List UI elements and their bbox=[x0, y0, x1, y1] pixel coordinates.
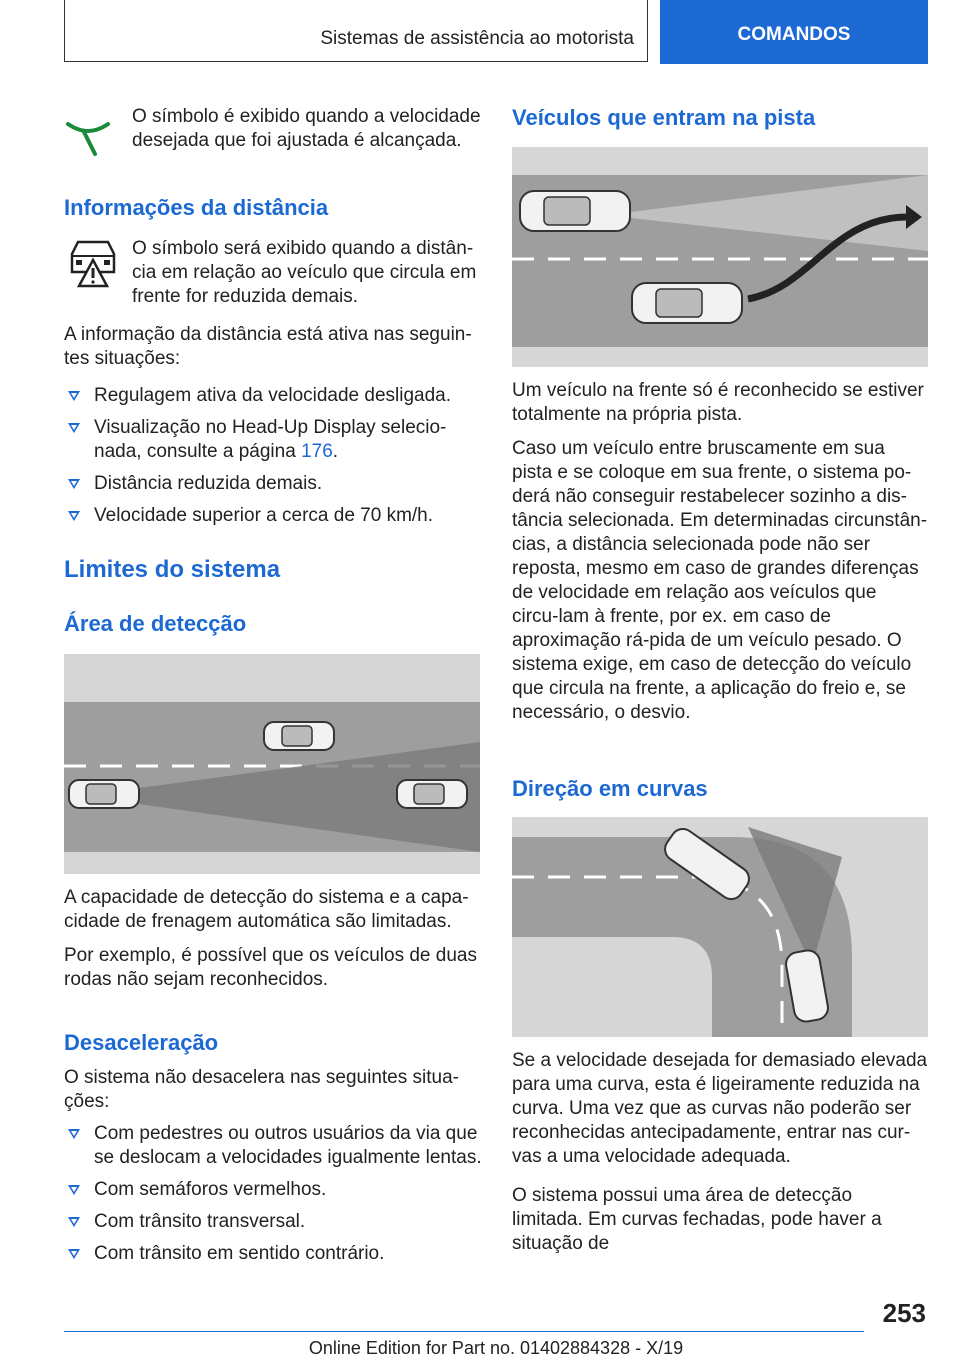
lane-entry-paragraph-1: Um veículo na frente só é reconhecido se estiver totalmente na própria pista. bbox=[512, 380, 924, 425]
curves-paragraph-2: O sistema possui uma área de detecção limitada. Em curvas fechadas, pode haver a situação de bbox=[512, 1185, 882, 1254]
lane-entry-paragraph-2: Caso um veículo entre bruscamente em sua pista e se coloque em sua frente, o sistema po-derá não conseguir restabelecer sozinho a dis-tância selecionada. Em determinadas circunstân-cias, a distância selecionada pode não ser reposta, mesmo em caso de grandes diferenças de velocidade em relação aos veículos que circu-lam à frente, por ex. em caso de aproximação rá-pida de um veículo pesado. O sistema exige, em caso de detecção do veículo que circula na frente, a aplicação do freio e, se necessário, o desvio. bbox=[512, 438, 928, 723]
car-icon bbox=[632, 283, 742, 323]
car-icon bbox=[397, 780, 467, 808]
list-item: Visualização no Head-Up Display selecio-nada, consulte a página 176. bbox=[64, 416, 480, 464]
deceleration-heading: Desaceleração bbox=[64, 1030, 219, 1055]
list-item: Distância reduzida demais. bbox=[64, 472, 480, 496]
triangle-bullet-icon bbox=[68, 511, 80, 521]
triangle-bullet-icon bbox=[68, 391, 80, 401]
deceleration-paragraph: O sistema não desacelera nas seguintes situa-ções: bbox=[64, 1067, 459, 1112]
detection-paragraph-1: A capacidade de detecção do sistema e a capa-cidade de frenagem automática são limitadas. bbox=[64, 887, 469, 932]
distance-icon-text: O símbolo será exibido quando a distân-cia em relação ao veículo que circula em frente for reduzida demais. bbox=[132, 238, 477, 307]
curves-illustration bbox=[512, 817, 928, 1037]
page-header bbox=[64, 0, 928, 64]
list-item: Com trânsito em sentido contrário. bbox=[64, 1242, 484, 1266]
detection-paragraph-2: Por exemplo, é possível que os veículos de duas rodas não sejam reconhecidos. bbox=[64, 945, 477, 990]
distance-heading: Informações da distância bbox=[64, 195, 329, 220]
list-item: Com pedestres ou outros usuários da via que se deslocam a velocidades igualmente lentas. bbox=[64, 1122, 484, 1170]
triangle-bullet-icon bbox=[68, 1249, 80, 1259]
list-item: Regulagem ativa da velocidade desligada. bbox=[64, 384, 480, 408]
detection-area-illustration bbox=[64, 654, 480, 874]
car-icon bbox=[69, 780, 139, 808]
car-distance-warning-icon bbox=[70, 238, 116, 290]
car-icon bbox=[264, 722, 334, 750]
footer-divider bbox=[64, 1331, 864, 1332]
list-item: Com semáforos vermelhos. bbox=[64, 1178, 484, 1202]
list-item: Velocidade superior a cerca de 70 km/h. bbox=[64, 504, 480, 528]
limits-heading: Limites do sistema bbox=[64, 556, 281, 583]
edition-footer: Online Edition for Part no. 01402884328 - X/19 bbox=[308, 1338, 684, 1358]
triangle-bullet-icon bbox=[68, 1217, 80, 1227]
distance-conditions-list bbox=[64, 384, 480, 536]
curves-paragraph-1: Se a velocidade desejada for demasiado elevada para uma curva, esta é ligeiramente reduzida na curva. Uma vez que as curvas não poderão ser reconhecidas antecipadamente, entrar nas cur-vas a uma velocidade adequada. bbox=[512, 1050, 928, 1167]
speed-reached-text: O símbolo é exibido quando a velocidade desejada que foi ajustada é alcançada. bbox=[132, 106, 481, 151]
lane-entry-heading: Veículos que entram na pista bbox=[512, 105, 816, 130]
car-icon bbox=[520, 191, 630, 231]
page-number: 253 bbox=[882, 1298, 926, 1328]
triangle-bullet-icon bbox=[68, 479, 80, 489]
chapter-tab: COMANDOS bbox=[660, 0, 928, 64]
triangle-bullet-icon bbox=[68, 1185, 80, 1195]
curves-heading: Direção em curvas bbox=[512, 776, 708, 801]
triangle-bullet-icon bbox=[68, 1129, 80, 1139]
distance-paragraph: A informação da distância está ativa nas seguin-tes situações: bbox=[64, 324, 472, 369]
section-title: Sistemas de assistência ao motorista bbox=[320, 28, 634, 49]
deceleration-conditions-list bbox=[64, 1122, 484, 1274]
detection-heading: Área de detecção bbox=[64, 611, 247, 636]
lane-entry-illustration bbox=[512, 147, 928, 367]
page-link[interactable]: 176 bbox=[301, 441, 333, 462]
triangle-bullet-icon bbox=[68, 423, 80, 433]
speed-reached-icon bbox=[64, 112, 114, 162]
list-item: Com trânsito transversal. bbox=[64, 1210, 484, 1234]
